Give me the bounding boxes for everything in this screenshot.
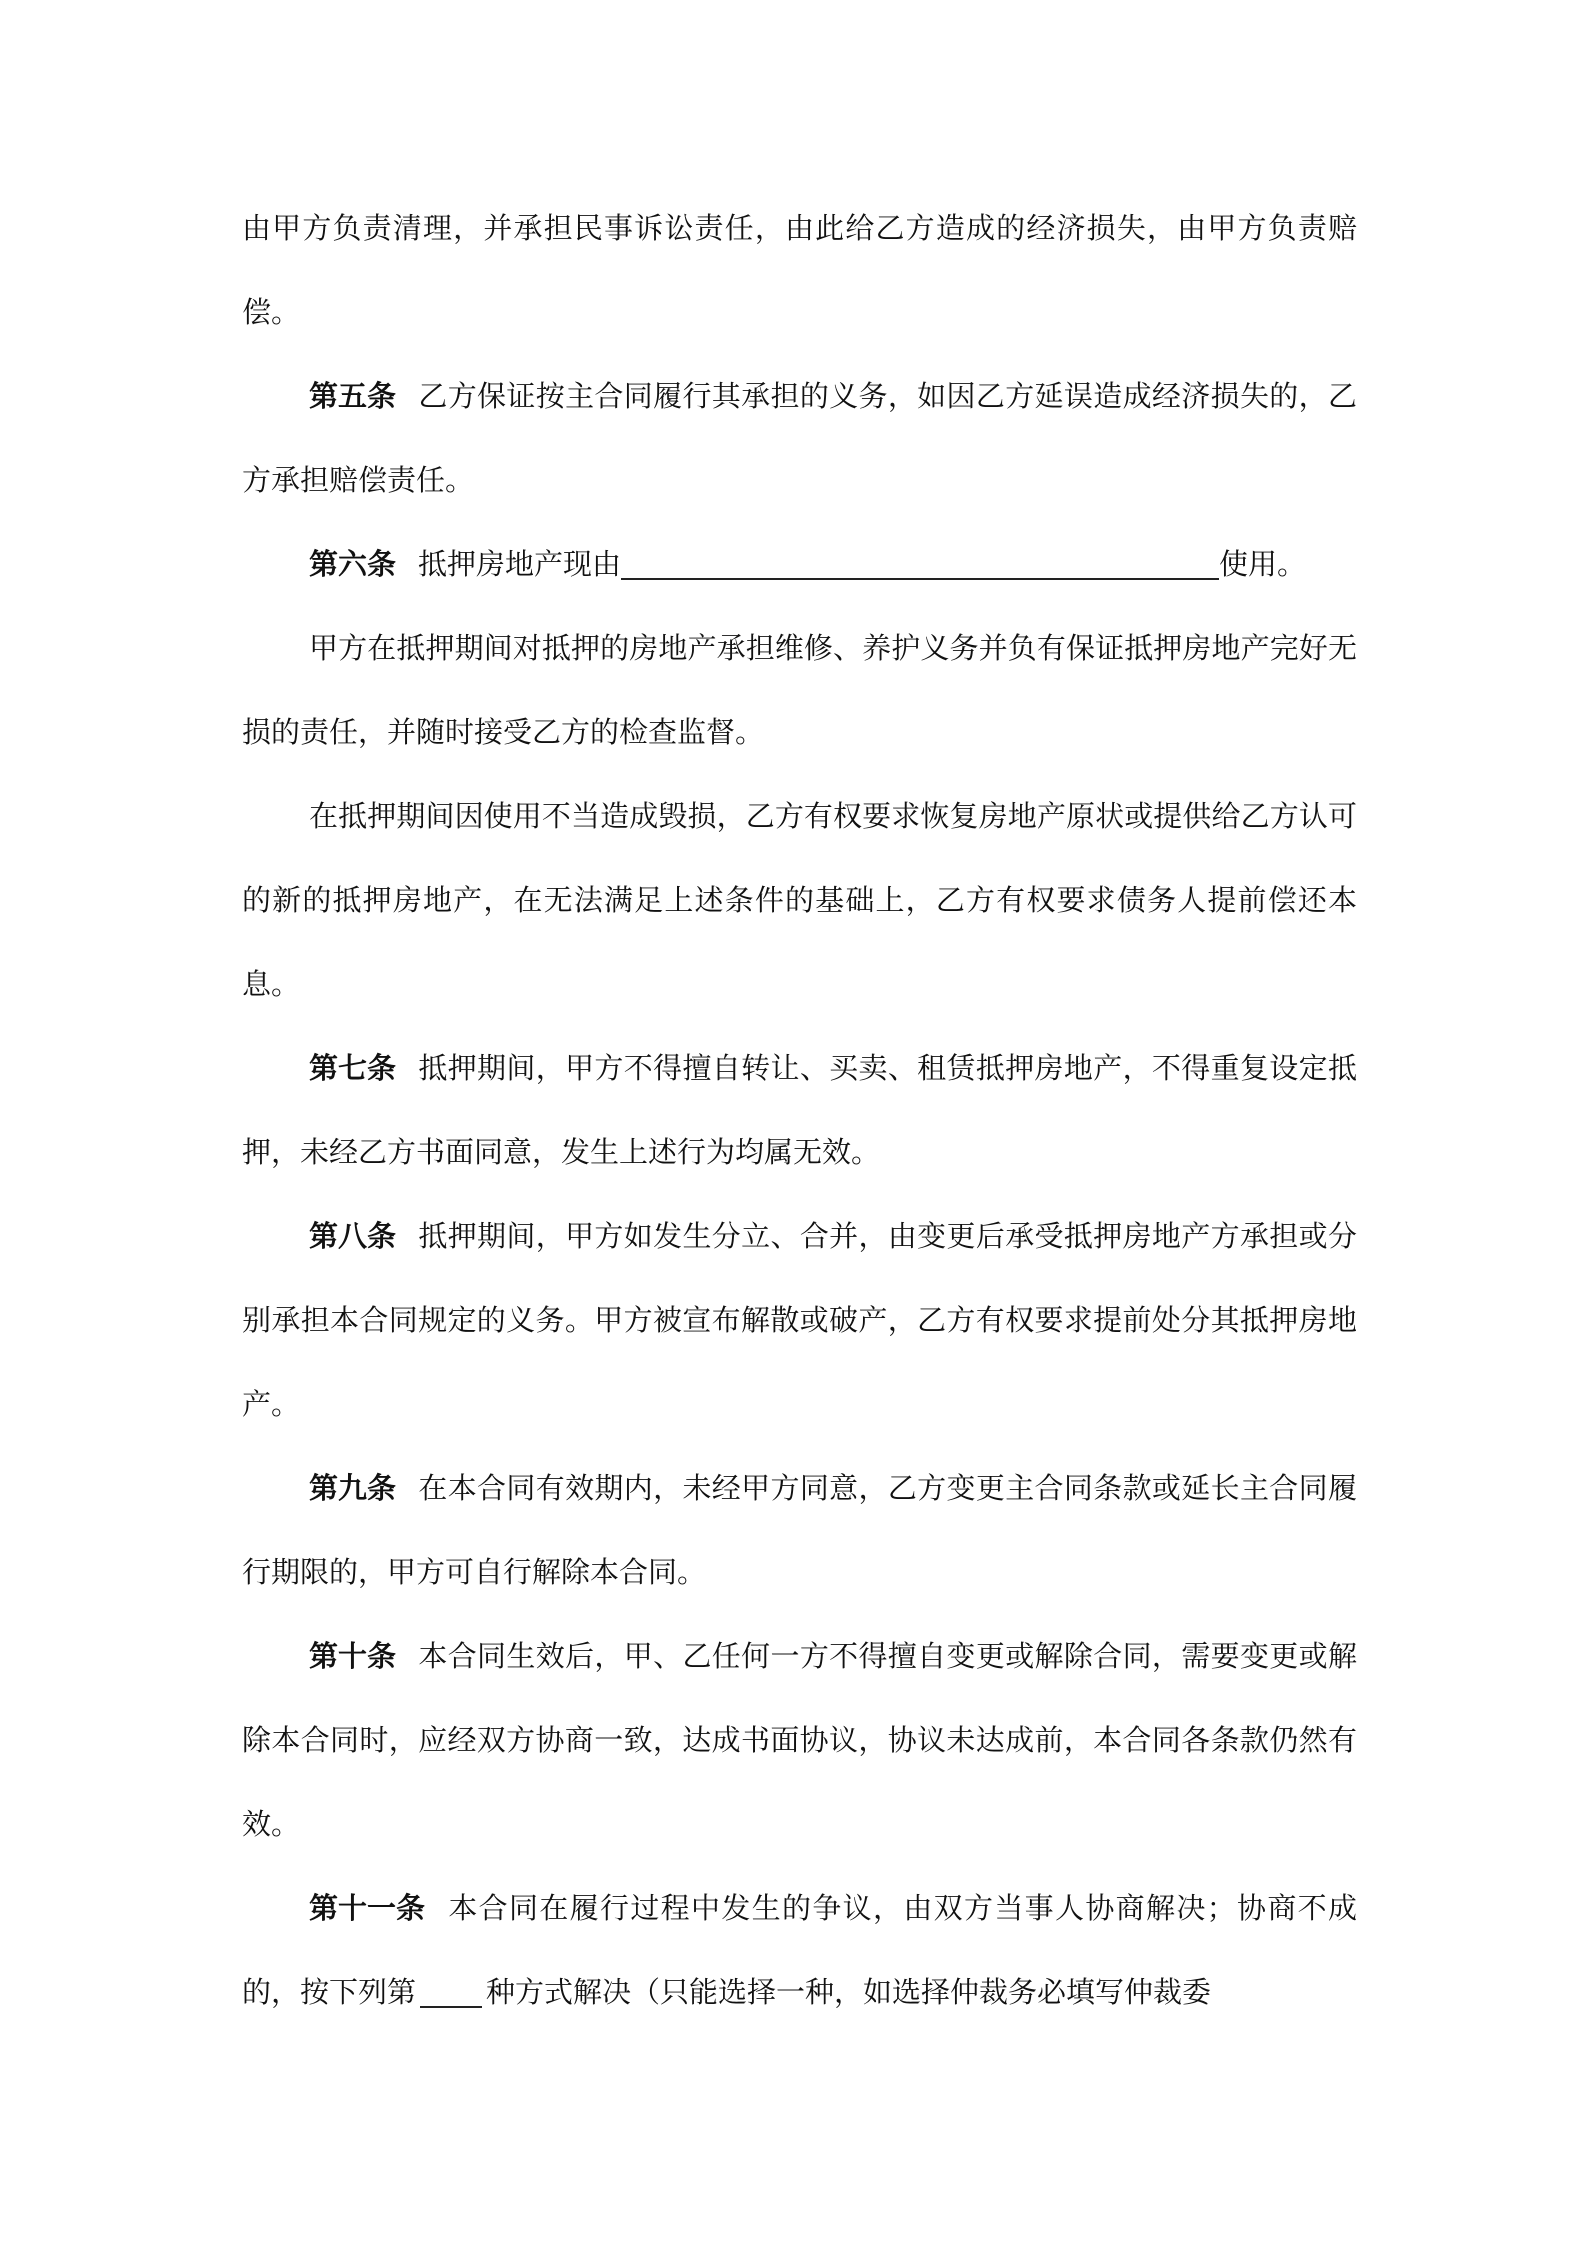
paragraph-text: 甲方在抵押期间对抵押的房地产承担维修、养护义务并负有保证抵押房地产完好无损的责任，并随时接受乙方的检查监督。	[242, 631, 1357, 749]
article-number: 第八条	[309, 1219, 397, 1253]
article-10	[242, 1614, 1357, 1866]
article-text-before: 抵押房地产现由	[418, 547, 622, 581]
paragraph-text: 在抵押期间因使用不当造成毁损，乙方有权要求恢复房地产原状或提供给乙方认可的新的抵押房地产，在无法满足上述条件的基础上，乙方有权要求债务人提前偿还本息。	[242, 799, 1357, 1001]
user-blank-line[interactable]	[621, 548, 1219, 580]
article-number: 第十一条	[309, 1891, 426, 1925]
paragraph-continuation	[242, 186, 1357, 354]
article-number: 第五条	[309, 379, 397, 413]
article-number: 第九条	[309, 1471, 397, 1505]
article-5	[242, 354, 1357, 522]
article-number: 第六条	[309, 547, 397, 581]
article-8	[242, 1194, 1357, 1446]
article-text: 抵押期间，甲方不得擅自转让、买卖、租赁抵押房地产，不得重复设定抵押，未经乙方书面同意，发生上述行为均属无效。	[242, 1051, 1357, 1169]
article-text: 乙方保证按主合同履行其承担的义务，如因乙方延误造成经济损失的，乙方承担赔偿责任。	[242, 379, 1357, 497]
paragraph-text: 由甲方负责清理，并承担民事诉讼责任，由此给乙方造成的经济损失，由甲方负责赔偿。	[242, 211, 1357, 329]
article-text: 在本合同有效期内，未经甲方同意，乙方变更主合同条款或延长主合同履行期限的，甲方可自行解除本合同。	[242, 1471, 1357, 1589]
article-9	[242, 1446, 1357, 1614]
article-text-before: 本合同在履行过程中发生的争议，由双方当事人协商解决；协商不成的，按下列第	[242, 1891, 1357, 2009]
article-number: 第七条	[309, 1051, 397, 1085]
paragraph-damage	[242, 774, 1357, 1026]
article-6	[242, 522, 1357, 606]
article-text-after: 种方式解决（只能选择一种，如选择仲裁务必填写仲裁委	[486, 1975, 1212, 2009]
paragraph-maintenance	[242, 606, 1357, 774]
article-7	[242, 1026, 1357, 1194]
article-text-after: 使用。	[1219, 547, 1307, 581]
article-11	[242, 1866, 1357, 2034]
user-blank-line[interactable]	[420, 1976, 482, 2008]
article-text: 抵押期间，甲方如发生分立、合并，由变更后承受抵押房地产方承担或分别承担本合同规定的义务。甲方被宣布解散或破产，乙方有权要求提前处分其抵押房地产。	[242, 1219, 1357, 1421]
article-number: 第十条	[309, 1639, 397, 1673]
article-text: 本合同生效后，甲、乙任何一方不得擅自变更或解除合同，需要变更或解除本合同时，应经双方协商一致，达成书面协议，协议未达成前，本合同各条款仍然有效。	[242, 1639, 1357, 1841]
